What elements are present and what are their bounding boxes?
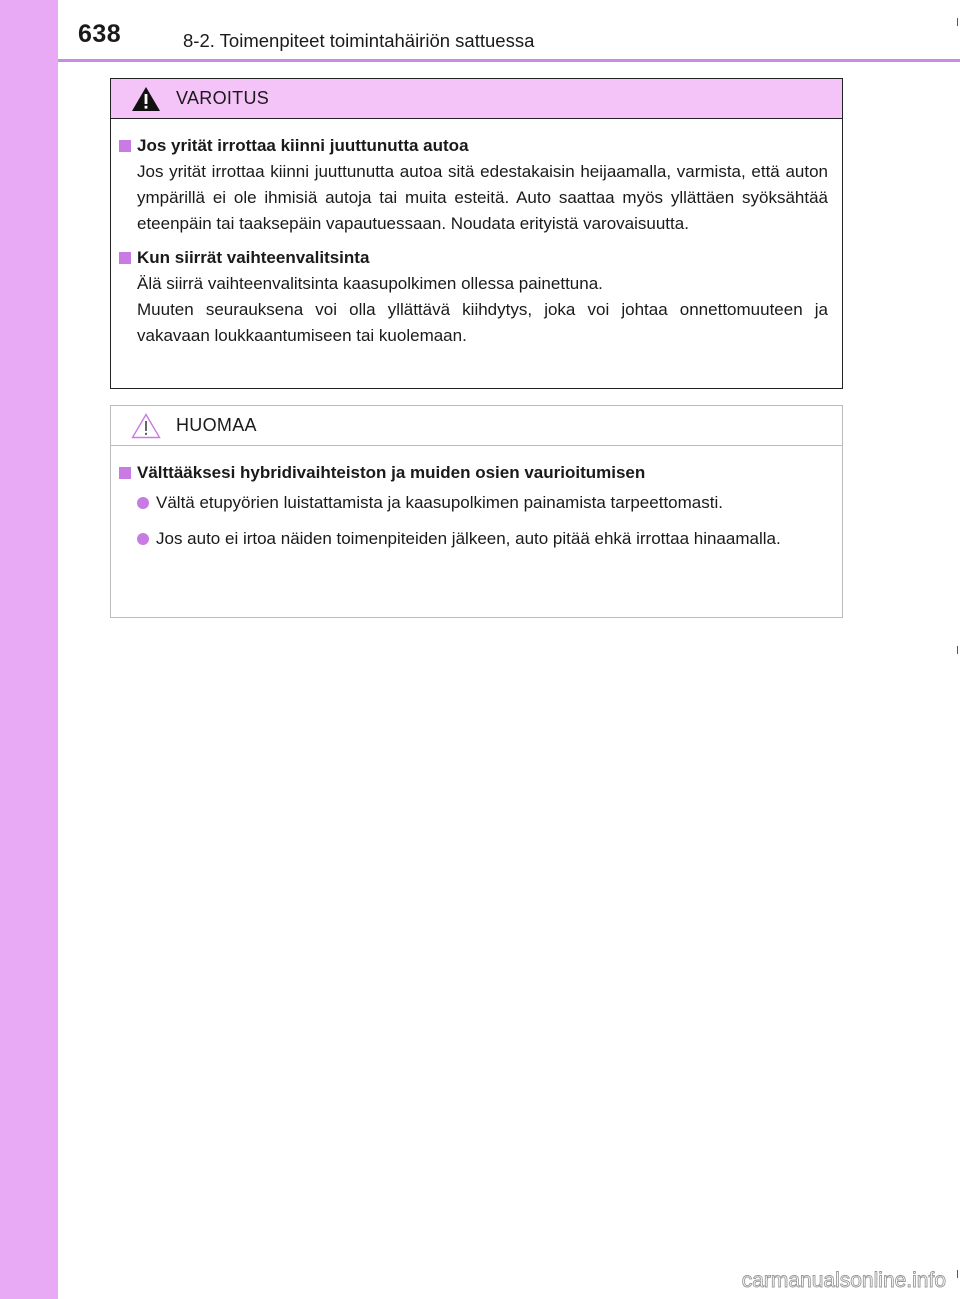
note-bullet-text: Vältä etupyörien luistattamista ja kaasupolkimen painamista tarpeettomasti.	[156, 493, 723, 512]
warning-item-text	[137, 159, 828, 237]
crop-mark	[957, 1270, 958, 1278]
note-bullet-text: Jos auto ei irtoa näiden toimenpiteiden jälkeen, auto pitää ehkä irrottaa hinaamalla.	[156, 529, 781, 548]
side-strip	[0, 0, 58, 1299]
dot-bullet-icon	[137, 533, 149, 545]
note-item-heading-text: Välttääksesi hybridivaihteiston ja muiden osien vaurioitumisen	[137, 463, 646, 482]
note-bullet-item	[137, 526, 828, 552]
crop-mark	[957, 646, 958, 654]
note-item-heading	[119, 460, 828, 486]
warning-box-header	[111, 79, 842, 119]
warning-item-paragraph: Jos yrität irrottaa kiinni juuttunutta autoa sitä edestakaisin heijaamalla, varmista, että auton ympärillä ei ole ihmisiä autoja tai muita esteitä. Auto saattaa myös yllättäen syöksähtää eteenpäin tai taaksepäin vapautuessaan. Noudata erityistä varovaisuutta.	[137, 162, 828, 233]
watermark-text: carmanualsonline.info	[741, 1269, 946, 1292]
warning-item-paragraph: Muuten seurauksena voi olla yllättävä kiihdytys, joka voi johtaa onnettomuuteen ja vakavaan loukkaantumiseen tai kuolemaan.	[137, 300, 828, 345]
warning-item-paragraph: Älä siirrä vaihteenvalitsinta kaasupolkimen ollessa painettuna.	[137, 274, 603, 293]
warning-item	[119, 133, 828, 237]
square-bullet-icon	[119, 252, 131, 264]
square-bullet-icon	[119, 467, 131, 479]
warning-item-heading-text: Kun siirrät vaihteenvalitsinta	[137, 248, 370, 267]
warning-item-heading-text: Jos yrität irrottaa kiinni juuttunutta autoa	[137, 136, 469, 155]
dot-bullet-icon	[137, 497, 149, 509]
warning-item	[119, 245, 828, 349]
warning-item-heading	[119, 133, 828, 159]
crop-mark	[957, 18, 958, 26]
warning-label: VAROITUS	[176, 88, 270, 108]
note-box	[110, 405, 843, 618]
note-bullet-item	[137, 490, 828, 516]
warning-box	[110, 78, 843, 389]
note-label: HUOMAA	[176, 415, 257, 435]
caution-triangle-outline-icon	[131, 413, 161, 439]
warning-item-heading	[119, 245, 828, 271]
section-title: 8-2. Toimenpiteet toimintahäiriön sattuessa	[183, 30, 535, 51]
warning-item-text	[137, 271, 828, 349]
warning-box-body	[111, 119, 842, 349]
page-number: 638	[78, 20, 122, 48]
note-item	[119, 460, 828, 552]
square-bullet-icon	[119, 140, 131, 152]
note-box-header	[111, 406, 842, 446]
warning-triangle-icon	[131, 86, 161, 112]
note-box-body	[111, 446, 842, 552]
header-divider	[58, 59, 960, 62]
watermark-logo	[706, 1267, 946, 1293]
